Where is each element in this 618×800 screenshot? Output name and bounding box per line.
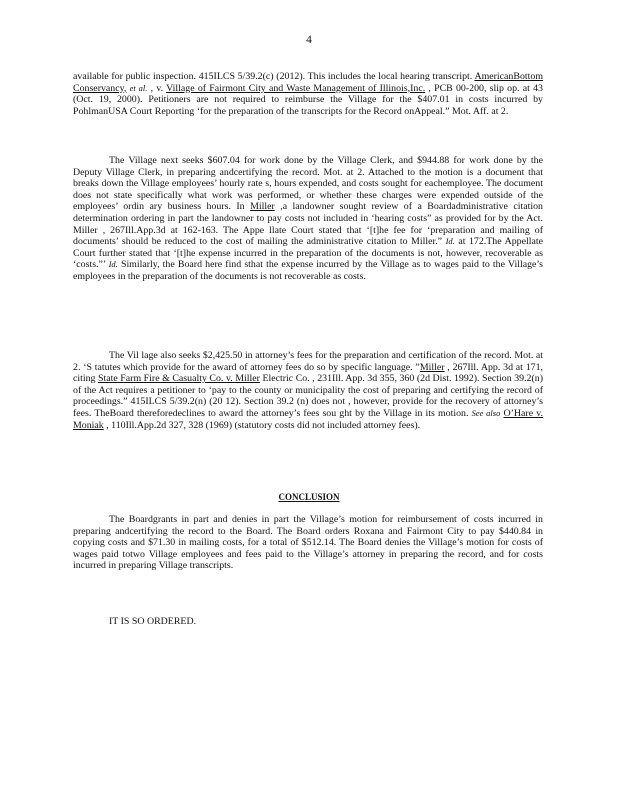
- text-run: available for public inspection. 415ILCS 5/39.2(c) (2012). This includes the local hearing transcript.: [73, 71, 475, 82]
- closing-order: IT IS SO ORDERED.: [109, 616, 197, 627]
- text-run: Similarly, the Board here find sthat the expense incurred by the Village as to wages paid to the Village’s employees in the preparation of the documents is not recoverable as costs.: [73, 259, 543, 282]
- case-citation: Miller: [250, 201, 275, 213]
- text-run: Electric Co. , 231Ill. App. 3d 355, 360 (2d Dist. 1992). Section 39.2(n) of the Act requires a petitioner to ‘pay to the county or municipality the cost of preparing and certifying the record of proceedings.” 415ILCS 5/39.2(n) (20 12). Section 39.2 (n) does not , however, provide for the recovery of attorney’s fees. TheBoard thereforedeclines to award the attorney’s fees sou ght by the Village in its motion.: [73, 373, 543, 419]
- paragraph-conclusion: [73, 514, 543, 572]
- case-citation-italic: et al.: [129, 82, 148, 93]
- signal-citation: See also: [471, 407, 501, 418]
- case-citation: O’Hare v. Moniak: [73, 407, 544, 431]
- text-run: ,a landowner sought review of a Boardadministrative citation determination ordering in part the landowner to pay costs not included in ‘hearing costs” as provided for by the Act. Miller , 267Ill.App.3d at 162-163. The Appe llate Court stated that ‘[t]he fee for ‘preparation and mailing of documents’ should be reduced to the cost of mailing the administrative citation to Miller.”: [73, 201, 543, 248]
- page-number: 4: [306, 34, 312, 46]
- paragraph-1: [73, 71, 543, 117]
- id-citation: Id.: [108, 259, 118, 270]
- paragraph-2: [73, 155, 543, 283]
- case-citation: Village of Fairmont City and Waste Management of Illinois,Inc.: [166, 82, 426, 94]
- text-run: at 172.The Appellate Court further stated that ‘[t]he expense incurred in the preparation of the documents is not, however, recoverable as ‘costs.”’: [73, 236, 543, 271]
- id-citation: Id.: [445, 236, 455, 247]
- paragraph-3: [73, 350, 543, 431]
- case-citation: AmericanBottom Conservancy,: [73, 71, 543, 94]
- case-citation: Miller: [419, 361, 445, 373]
- text-run: , v.: [147, 82, 167, 94]
- text-run: The Village next seeks $607.04 for work done by the Village Clerk, and $944.88 for work done by the Deputy Village Clerk, in preparing andcertifying the record. Mot. at 2. Attached to the motion is a document that breaks down the Village employees’ hourly rate s, hours expended, and costs sought for eachemployee. The document does not state specifically what work was performed, or whether these charges were expended outside of the employees’ ordin ary business hours. In: [73, 155, 543, 213]
- case-citation: State Farm Fire & Casualty Co. v. Miller: [98, 373, 260, 385]
- section-heading-text: CONCLUSION: [278, 492, 340, 502]
- text-run: The Boardgrants in part and denies in part the Village’s motion for reimbursement of costs incurred in preparing andcertifying the record to the Board. The Board orders Roxana and Fairmont City to pay $440.84 in copying costs and $71.30 in mailing costs, for a total of $512.14. The Board denies the Village’s motion for costs of wages paid totwo Village employees and fees paid to the Village’s attorney in preparing the record, and for costs incurred in preparing Village transcripts.: [73, 514, 543, 572]
- text-run: , 267Ill. App. 3d at 171, citing: [73, 361, 543, 385]
- text-run: , PCB 00-200, slip op. at 43 (Oct. 19, 2000). Petitioners are not required to reimburse the Village for the $407.01 in costs incurred by PohlmanUSA Court Reporting ‘for the preparation of the transcripts for the Record onAppeal.” Mot. Aff. at 2.: [73, 82, 543, 117]
- text-run: The Vil lage also seeks $2,425.50 in attorney’s fees for the preparation and certification of the record. Mot. at 2. ‘S tatutes which provide for the award of attorney fees do so by specific language. ”: [73, 350, 543, 373]
- text-run: , 110Ill.App.2d 327, 328 (1969) (statutory costs did not included attorney fees).: [103, 419, 421, 431]
- section-heading: [0, 492, 618, 502]
